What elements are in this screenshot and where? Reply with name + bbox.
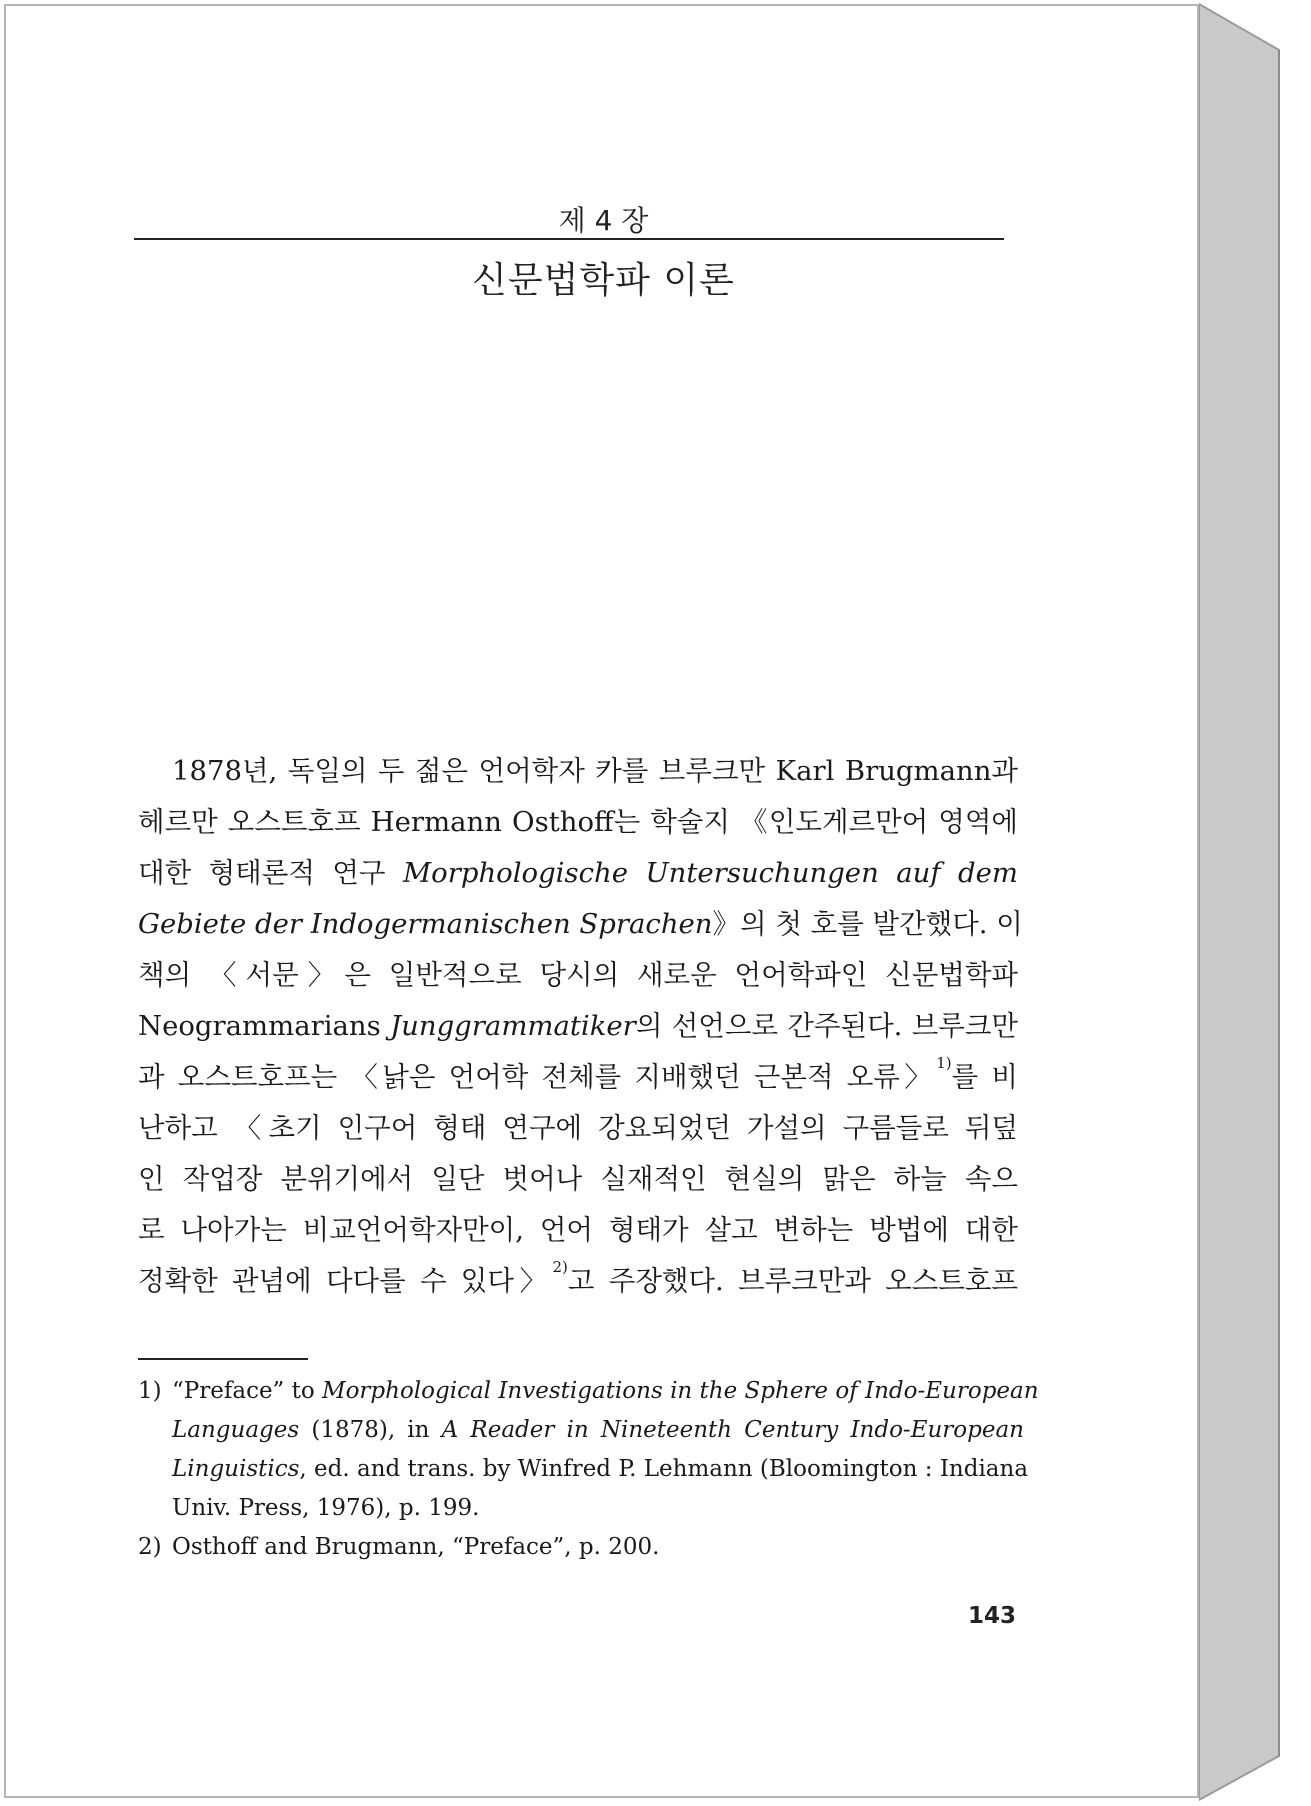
footnote — [138, 1372, 1039, 1528]
term-german: Junggrammatiker — [390, 1010, 636, 1042]
body-line: 정확한 관념에 다다를 수 있다〉$^{2)}$고 주장했다. 브루크만과 오스트호프 — [138, 1258, 1018, 1297]
chapter-rule — [134, 238, 1004, 240]
body-line: 책의 〈서문〉은 일반적으로 당시의 새로운 언어학파인 신문법학파 — [138, 959, 1018, 991]
footnote — [138, 1528, 1024, 1567]
footnote-line: “Preface” to Morphological Investigations in the Sphere of Indo-European — [172, 1378, 1039, 1404]
body-line: 인 작업장 분위기에서 일단 벗어나 실재적인 현실의 맑은 하늘 속으 — [138, 1163, 1018, 1195]
footnote-line: Linguistics, ed. and trans. by Winfred P. Lehmann (Bloomington : Indiana — [172, 1456, 1029, 1482]
footnote-number: 2) — [138, 1534, 162, 1560]
body-line: 난하고 〈초기 인구어 형태 연구에 강요되었던 가설의 구름들로 뒤덮 — [138, 1112, 1018, 1144]
body-line: Gebiete der Indogermanischen Sprachen》의 첫 호를 발간했다. 이 — [138, 908, 1023, 940]
footnote-line: Univ. Press, 1976), p. 199. — [172, 1495, 480, 1521]
body-line: 1878년, 독일의 두 젊은 언어학자 카를 브루크만 Karl Brugmann과 — [172, 755, 1018, 787]
book-title-german: Morphologische Untersuchungen auf dem — [403, 857, 1018, 889]
body-line: 헤르만 오스트호프 Hermann Osthoff는 학술지 《인도게르만어 영역에 — [138, 806, 1018, 838]
page-number: 143 — [967, 1603, 1016, 1629]
body-paragraph — [138, 746, 1023, 1307]
footnote-number: 1) — [138, 1378, 162, 1404]
body-line: 대한 형태론적 연구 Morphologische Untersuchungen auf dem — [138, 857, 1018, 889]
chapter-title: 신문법학파 이론 — [472, 260, 735, 301]
body-line: 과 오스트호프는 〈낡은 언어학 전체를 지배했던 근본적 오류〉$^{1)}$를 비 — [138, 1054, 1018, 1093]
footnote-line: Osthoff and Brugmann, “Preface”, p. 200. — [172, 1534, 660, 1560]
book-page-edge — [1199, 0, 1299, 1806]
book-title-german: Gebiete der Indogermanischen Sprachen — [138, 908, 713, 940]
chapter-label: 제 4 장 — [558, 204, 649, 237]
footnote-ref[interactable]: 1) — [936, 1054, 952, 1072]
body-line: 로 나아가는 비교언어학자만이, 언어 형태가 살고 변하는 방법에 대한 — [138, 1214, 1018, 1246]
body-line: Neogrammarians Junggrammatiker의 선언으로 간주된다. 브루크만 — [138, 1010, 1018, 1042]
footnote-rule — [138, 1358, 308, 1360]
book-page — [4, 4, 1199, 1798]
footnotes — [138, 1372, 1039, 1567]
footnote-line: Languages (1878), in A Reader in Nineteenth Century Indo-European — [172, 1417, 1024, 1443]
footnote-ref[interactable]: 2) — [552, 1258, 568, 1276]
